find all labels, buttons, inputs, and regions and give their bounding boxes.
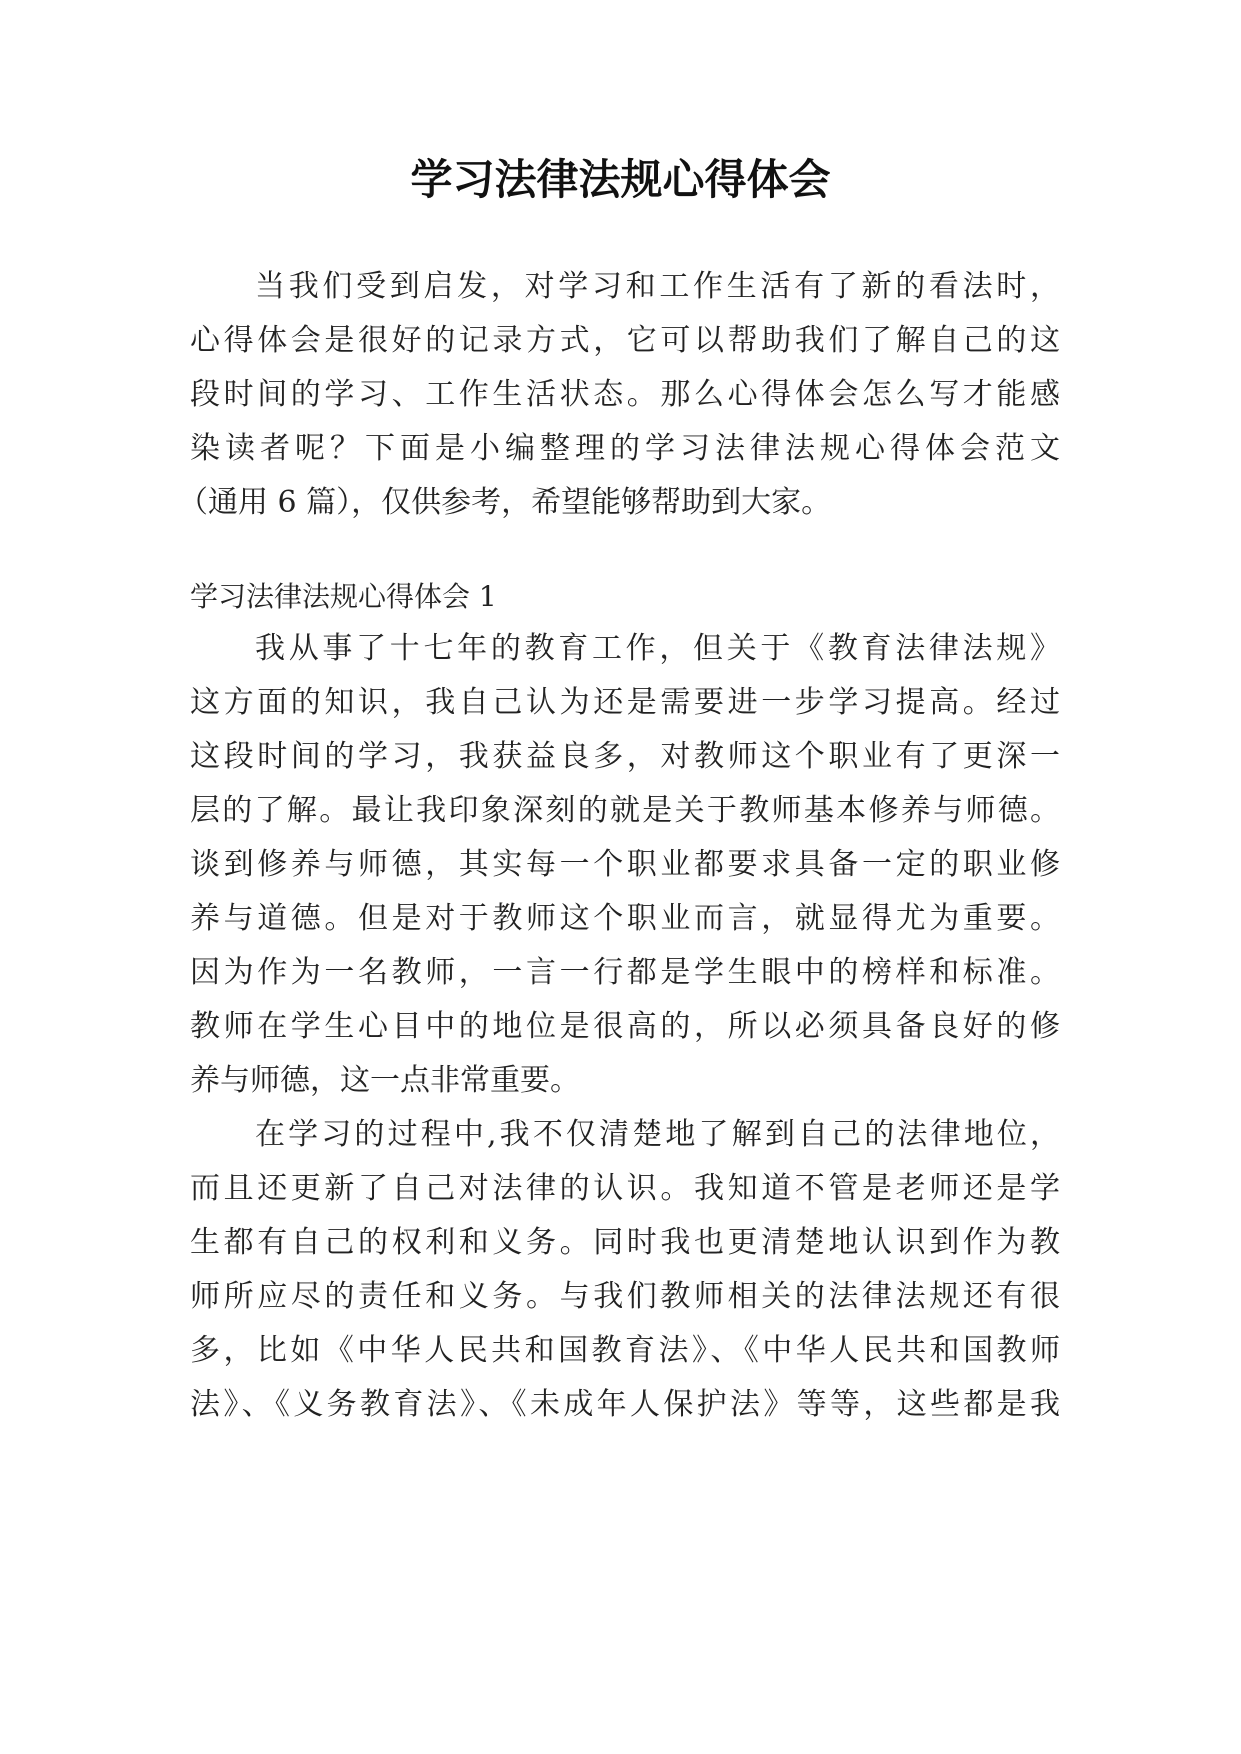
paragraph-line: 养与师德，这一点非常重要。 <box>190 1063 580 1098</box>
paragraph-line: 这方面的知识，我自己认为还是需要进一步学习提高。经过 <box>190 685 1060 720</box>
section-heading: 学习法律法规心得体会 1 <box>190 580 497 613</box>
paragraph-line: 师所应尽的责任和义务。与我们教师相关的法律法规还有很 <box>190 1279 1060 1314</box>
paragraph-line: 在学习的过程中,我不仅清楚地了解到自己的法律地位， <box>255 1117 1060 1152</box>
paragraph-line: 多，比如《中华人民共和国教育法》、《中华人民共和国教师 <box>190 1333 1060 1368</box>
paragraph-line: 法》、《义务教育法》、《未成年人保护法》等等，这些都是我 <box>190 1387 1060 1422</box>
intro-line: 心得体会是很好的记录方式，它可以帮助我们了解自己的这 <box>190 323 1060 358</box>
intro-line: 段时间的学习、工作生活状态。那么心得体会怎么写才能感 <box>190 377 1060 412</box>
document-title: 学习法律法规心得体会 <box>410 155 831 204</box>
intro-line: （通用 6 篇），仅供参考，希望能够帮助到大家。 <box>178 485 832 520</box>
paragraph-line: 因为作为一名教师，一言一行都是学生眼中的榜样和标准。 <box>190 955 1060 990</box>
paragraph-line: 我从事了十七年的教育工作，但关于《教育法律法规》 <box>255 631 1060 666</box>
paragraph-line: 生都有自己的权利和义务。同时我也更清楚地认识到作为教 <box>190 1225 1060 1260</box>
paragraph-line: 教师在学生心目中的地位是很高的，所以必须具备良好的修 <box>190 1009 1060 1044</box>
paragraph-line: 而且还更新了自己对法律的认识。我知道不管是老师还是学 <box>190 1171 1060 1206</box>
paragraph-line: 养与道德。但是对于教师这个职业而言，就显得尤为重要。 <box>190 901 1060 936</box>
paragraph-line: 这段时间的学习，我获益良多，对教师这个职业有了更深一 <box>190 739 1060 774</box>
paragraph-line: 层的了解。最让我印象深刻的就是关于教师基本修养与师德。 <box>190 793 1060 828</box>
paragraph-line: 谈到修养与师德，其实每一个职业都要求具备一定的职业修 <box>190 847 1060 882</box>
intro-line: 当我们受到启发，对学习和工作生活有了新的看法时， <box>255 269 1060 304</box>
intro-line: 染读者呢？下面是小编整理的学习法律法规心得体会范文 <box>190 431 1060 466</box>
